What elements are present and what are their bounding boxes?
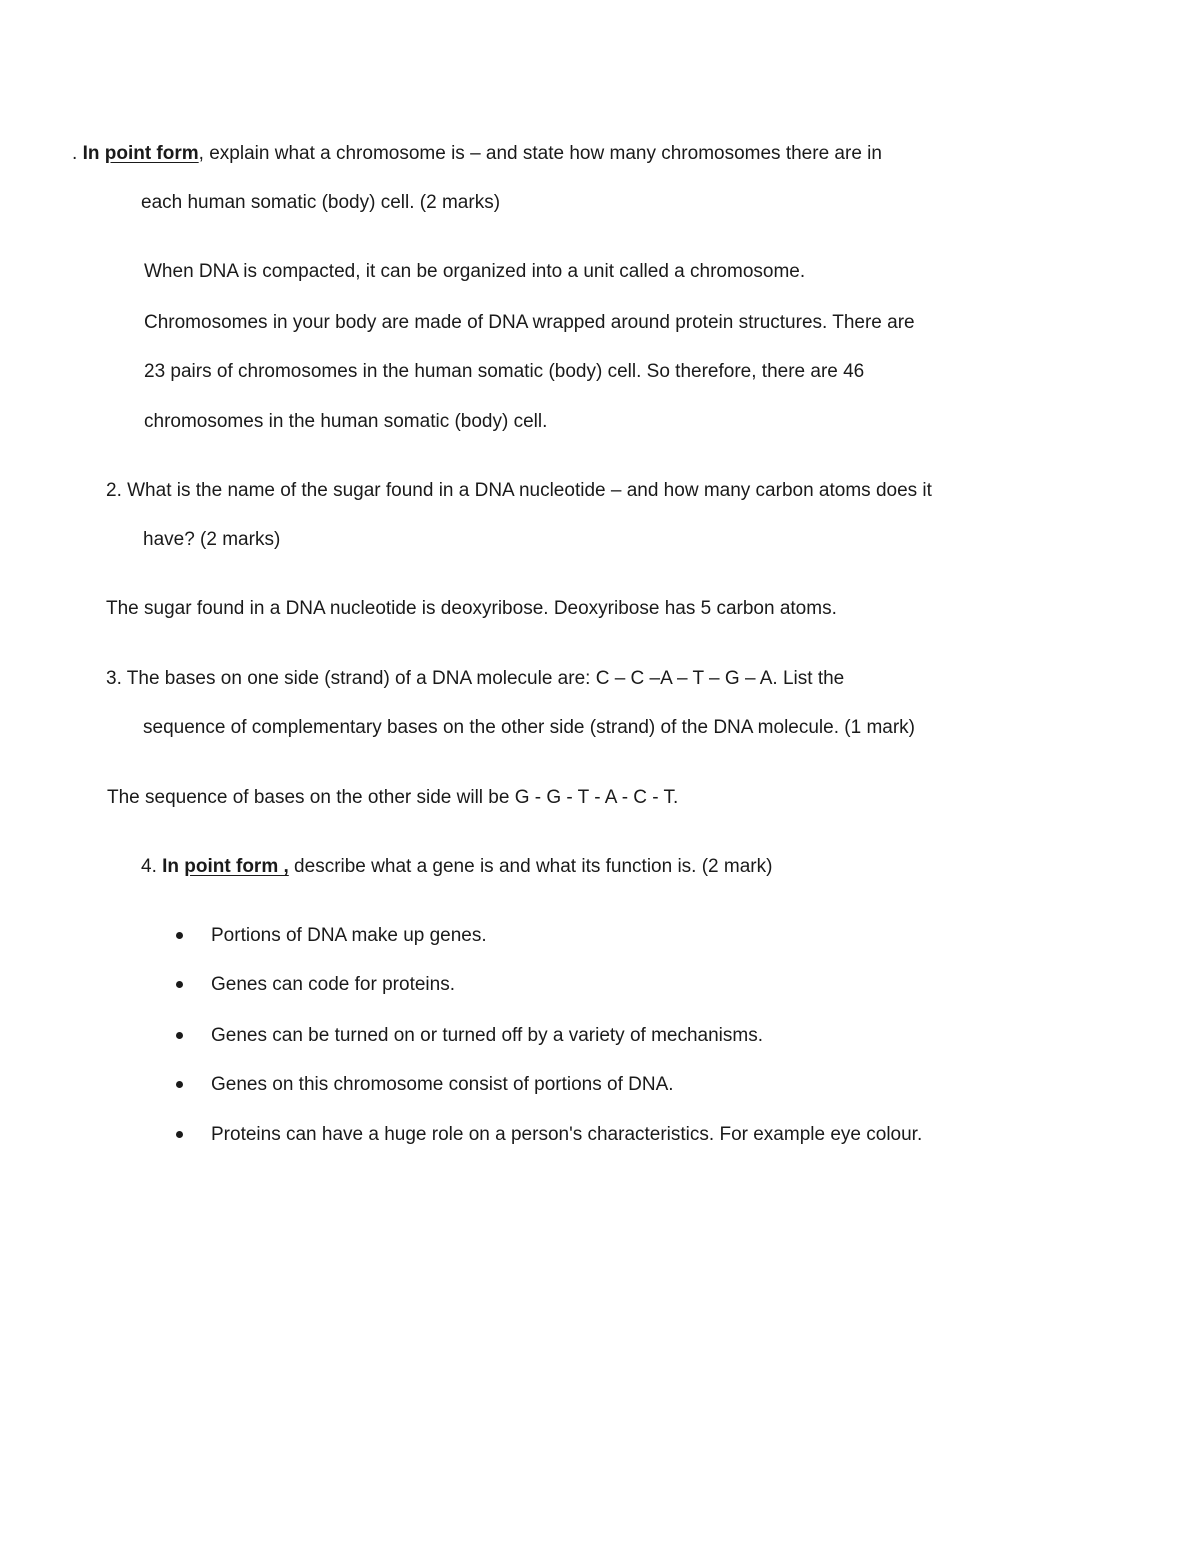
bullet-icon — [176, 1081, 183, 1088]
bullet-icon — [176, 1032, 183, 1039]
question-4-in: In — [162, 856, 185, 877]
question-1-point-form: point form — [104, 143, 199, 164]
answer-1-line-4: chromosomes in the human somatic (body) cell. — [144, 411, 548, 432]
question-2-line-2: have? (2 marks) — [143, 529, 281, 550]
bullet-icon — [176, 1131, 183, 1138]
question-1-in: In — [82, 143, 105, 164]
question-1-line-2: each human somatic (body) cell. (2 marks) — [141, 192, 501, 213]
bullet-item-2: Genes can code for proteins. — [211, 974, 455, 995]
question-2-line-1: 2. What is the name of the sugar found in a DNA nucleotide – and how many carbon atoms does it — [106, 480, 932, 501]
question-1-text: , explain what a chromosome is – and state how many chromosomes there are in — [198, 143, 882, 164]
question-4-point-form: point form , — [184, 856, 289, 877]
answer-3: The sequence of bases on the other side will be G - G - T - A - C - T. — [107, 787, 679, 808]
question-1-prefix: . — [72, 143, 83, 164]
bullet-item-3: Genes can be turned on or turned off by a variety of mechanisms. — [211, 1025, 764, 1046]
bullet-item-4: Genes on this chromosome consist of portions of DNA. — [211, 1074, 674, 1095]
answer-1-line-1: When DNA is compacted, it can be organized into a unit called a chromosome. — [144, 261, 806, 282]
question-4-number: 4. — [141, 856, 163, 877]
question-3-line-1: 3. The bases on one side (strand) of a DNA molecule are: C – C –A – T – G – A. List the — [106, 668, 845, 689]
bullet-icon — [176, 932, 183, 939]
answer-2: The sugar found in a DNA nucleotide is deoxyribose. Deoxyribose has 5 carbon atoms. — [106, 598, 837, 619]
question-1-line-1 — [72, 142, 882, 166]
answer-1-line-3: 23 pairs of chromosomes in the human somatic (body) cell. So therefore, there are 46 — [144, 361, 865, 382]
bullet-icon — [176, 981, 183, 988]
answer-1-line-2: Chromosomes in your body are made of DNA wrapped around protein structures. There are — [144, 312, 915, 333]
bullet-item-5: Proteins can have a huge role on a person's characteristics. For example eye colour. — [211, 1124, 923, 1145]
question-4-line — [141, 855, 772, 879]
question-3-line-2: sequence of complementary bases on the other side (strand) of the DNA molecule. (1 mark) — [143, 717, 915, 738]
question-4-text: describe what a gene is and what its function is. (2 mark) — [288, 856, 773, 877]
bullet-item-1: Portions of DNA make up genes. — [211, 925, 487, 946]
